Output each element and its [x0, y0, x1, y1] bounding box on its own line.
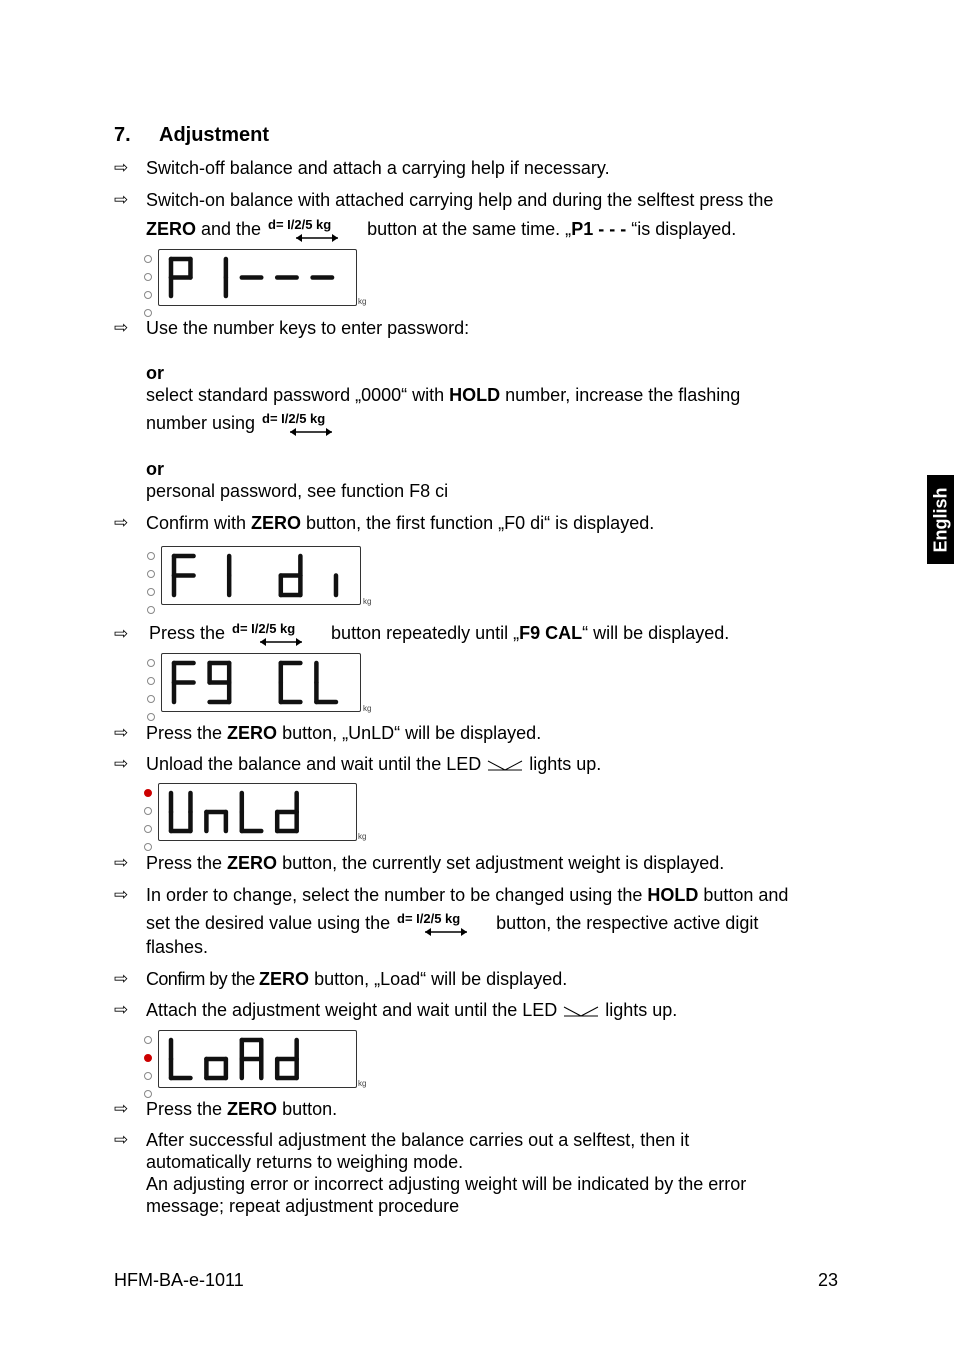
step-text: Switch-off balance and attach a carrying help if necessary.: [146, 158, 610, 178]
page-number: 23: [818, 1270, 839, 1290]
zero-label: ZERO: [227, 723, 278, 743]
text-fragment: select standard password „0000“ with: [146, 385, 450, 405]
arrow-icon: ⇨: [114, 853, 129, 872]
text-fragment: button, „UnLD“ will be displayed.: [277, 723, 542, 743]
arrow-icon: ⇨: [114, 723, 129, 742]
step-text-line: [146, 968, 567, 990]
section-number: 7.: [114, 124, 131, 146]
svg-text:d= I/2/5 kg: d= I/2/5 kg: [262, 412, 326, 426]
arrow-icon: ⇨: [114, 624, 129, 643]
step-text-line: [146, 852, 724, 874]
step-text: flashes.: [146, 937, 209, 957]
display-digits: [159, 784, 356, 840]
text-fragment: Press the: [146, 1099, 228, 1119]
hold-label: HOLD: [449, 385, 501, 405]
step-text-line: [146, 722, 541, 744]
step-text-line: [146, 908, 758, 938]
text-fragment: lights up.: [600, 1000, 678, 1020]
arrow-icon: ⇨: [114, 158, 129, 177]
kg-unit: kg: [358, 832, 367, 841]
status-leds: [142, 787, 156, 861]
language-tab: [927, 475, 954, 564]
text-fragment: number using: [146, 413, 261, 433]
hold-label: HOLD: [647, 885, 699, 905]
text-fragment: Press the: [149, 623, 231, 643]
arrow-icon: ⇨: [114, 969, 129, 988]
or-label: or: [146, 459, 164, 479]
status-leds: [145, 550, 159, 624]
text-fragment: Press the: [146, 723, 228, 743]
text-fragment: lights up.: [524, 754, 602, 774]
step-text: An adjusting error or incorrect adjusting weight will be indicated by the error: [146, 1174, 747, 1194]
arrow-icon: ⇨: [114, 513, 129, 532]
text-fragment: “ will be displayed.: [582, 623, 730, 643]
text-fragment: Attach the adjustment weight and wait until the LED: [146, 1000, 563, 1020]
arrow-icon: ⇨: [114, 1099, 129, 1118]
step-text: personal password, see function F8 ci: [146, 481, 449, 501]
section-heading: [114, 122, 269, 148]
section-title: Adjustment: [159, 124, 269, 146]
step-text-line: [146, 1098, 337, 1120]
svg-text:d= I/2/5 kg: d= I/2/5 kg: [232, 622, 296, 636]
text-fragment: button repeatedly until „: [326, 623, 520, 643]
kg-unit: kg: [363, 597, 372, 606]
zero-label: ZERO: [227, 853, 278, 873]
step-text-line: [146, 408, 356, 438]
step-text-line: [146, 384, 740, 406]
step-text-line: [146, 512, 654, 534]
arrow-icon: ⇨: [114, 190, 129, 209]
p1-label: P1 - - -: [571, 219, 627, 239]
text-fragment: Unload the balance and wait until the LED: [146, 754, 487, 774]
zero-label: ZERO: [251, 513, 302, 533]
step-text-line: [146, 999, 677, 1021]
text-fragment: and the: [196, 219, 267, 239]
text-fragment: In order to change, select the number to be changed using the: [146, 885, 648, 905]
f9-label: F9 CAL: [519, 623, 583, 643]
text-fragment: button, „Load“ will be displayed.: [309, 969, 568, 989]
arrow-icon: ⇨: [114, 1130, 129, 1149]
text-fragment: number, increase the flashing: [500, 385, 741, 405]
display-digits: [159, 250, 356, 305]
display-digits: [162, 654, 360, 711]
status-leds: [145, 657, 159, 731]
arrow-icon: ⇨: [114, 885, 129, 904]
text-fragment: button and: [698, 885, 789, 905]
text-fragment: set the desired value using the: [146, 913, 396, 933]
doc-id: HFM-BA-e-1011: [114, 1270, 244, 1290]
step-text: After successful adjustment the balance carries out a selftest, then it: [146, 1130, 690, 1150]
language-tab-label: English: [930, 486, 950, 553]
stability-led-icon: [562, 1004, 600, 1018]
kg-unit: kg: [358, 297, 367, 306]
step-text: Switch-on balance with attached carrying help and during the selftest press the: [146, 190, 774, 210]
step-text-line: [149, 618, 729, 648]
zero-label: ZERO: [227, 1099, 278, 1119]
text-fragment: button, the currently set adjustment weight is displayed.: [277, 853, 725, 873]
zero-label: ZERO: [146, 219, 197, 239]
d-key-icon: [260, 412, 356, 438]
step-text: Use the number keys to enter password:: [146, 318, 470, 338]
text-fragment: button at the same time. „: [362, 219, 572, 239]
text-fragment: button, the respective active digit: [491, 913, 759, 933]
arrow-icon: ⇨: [114, 318, 129, 337]
display-digits: [159, 1031, 356, 1087]
or-label: or: [146, 363, 164, 383]
stability-led-icon: [486, 758, 524, 772]
step-text-line: [146, 884, 788, 906]
zero-label: ZERO: [259, 969, 310, 989]
text-fragment: Confirm by the: [146, 969, 260, 989]
text-fragment: button, the first function „F0 di“ is displayed.: [301, 513, 655, 533]
step-text-line: [146, 214, 736, 244]
text-fragment: Confirm with: [146, 513, 252, 533]
kg-unit: kg: [358, 1079, 367, 1088]
svg-text:d= I/2/5 kg: d= I/2/5 kg: [397, 912, 461, 926]
d-key-icon: [395, 912, 491, 938]
text-fragment: Press the: [146, 853, 228, 873]
status-leds: [142, 253, 156, 327]
status-leds: [142, 1034, 156, 1108]
d-key-icon: [266, 218, 362, 244]
text-fragment: button.: [277, 1099, 338, 1119]
kg-unit: kg: [363, 704, 372, 713]
text-fragment: “is displayed.: [626, 219, 737, 239]
svg-text:d= I/2/5 kg: d= I/2/5 kg: [268, 218, 332, 232]
arrow-icon: ⇨: [114, 754, 129, 773]
d-key-icon: [230, 622, 326, 648]
step-text: message; repeat adjustment procedure: [146, 1196, 460, 1216]
display-digits: [162, 547, 360, 604]
arrow-icon: ⇨: [114, 1000, 129, 1019]
step-text-line: [146, 753, 601, 775]
step-text: automatically returns to weighing mode.: [146, 1152, 464, 1172]
